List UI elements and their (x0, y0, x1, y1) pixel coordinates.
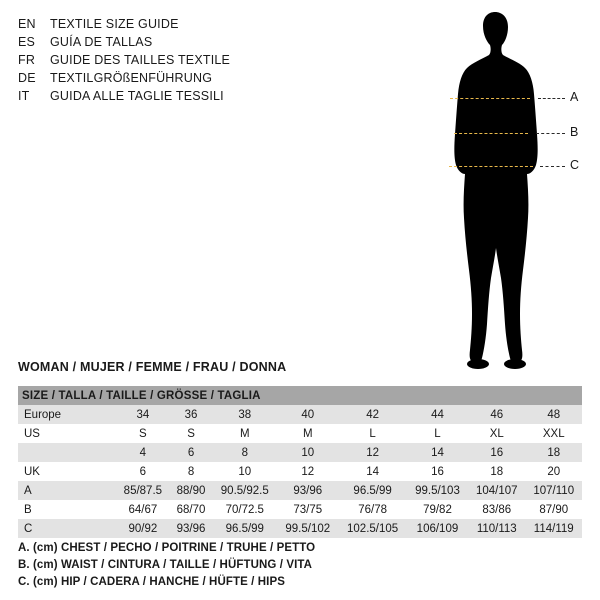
language-row-es (18, 35, 318, 53)
row-label: B (18, 500, 116, 519)
row-label: A (18, 481, 116, 500)
table-row (18, 519, 582, 538)
cell: M (277, 424, 338, 443)
cell: 10 (212, 462, 277, 481)
cell: 96.5/99 (338, 481, 407, 500)
cell: XL (468, 424, 525, 443)
cell: 73/75 (277, 500, 338, 519)
cell: 114/119 (525, 519, 582, 538)
cell: 6 (170, 443, 213, 462)
woman-silhouette-icon (420, 8, 590, 378)
cell: S (116, 424, 170, 443)
cell: 90.5/92.5 (212, 481, 277, 500)
legend-row-waist: B. (cm) WAIST / CINTURA / TAILLE / HÜFTUNG / VITA (18, 559, 313, 571)
table-row (18, 405, 582, 424)
cell: 70/72.5 (212, 500, 277, 519)
row-label: UK (18, 462, 116, 481)
table-row (18, 500, 582, 519)
cell: XXL (525, 424, 582, 443)
language-code: ES (18, 35, 36, 49)
waist-measure-label: B (570, 125, 579, 139)
hip-pointer-line (540, 166, 565, 167)
cell: 90/92 (116, 519, 170, 538)
cell: 79/82 (407, 500, 468, 519)
table-row (18, 462, 582, 481)
cell: 12 (277, 462, 338, 481)
cell: 110/113 (468, 519, 525, 538)
waist-pointer-line (536, 133, 565, 134)
cell: 34 (116, 405, 170, 424)
legend-row-hip: C. (cm) HIP / CADERA / HANCHE / HÜFTE / HIPS (18, 576, 286, 588)
chest-pointer-line (538, 98, 565, 99)
cell: 64/67 (116, 500, 170, 519)
measurement-legend (18, 542, 578, 593)
cell: 44 (407, 405, 468, 424)
language-title: TEXTILGRÖßENFÜHRUNG (50, 71, 213, 85)
language-code: IT (18, 89, 30, 103)
language-list (18, 17, 318, 107)
hip-measure-line (449, 166, 533, 167)
cell: 93/96 (277, 481, 338, 500)
row-label: US (18, 424, 116, 443)
language-code: FR (18, 53, 36, 67)
cell: 40 (277, 405, 338, 424)
cell: 12 (338, 443, 407, 462)
cell: 38 (212, 405, 277, 424)
chest-measure-line (450, 98, 530, 99)
cell: 99.5/102 (277, 519, 338, 538)
cell: 104/107 (468, 481, 525, 500)
cell: 16 (407, 462, 468, 481)
cell: 14 (407, 443, 468, 462)
cell: 85/87.5 (116, 481, 170, 500)
female-silhouette-figure (420, 8, 590, 378)
row-label: Europe (18, 405, 116, 424)
section-title: WOMAN / MUJER / FEMME / FRAU / DONNA (18, 360, 287, 374)
cell: 42 (338, 405, 407, 424)
table-row (18, 481, 582, 500)
cell: 8 (212, 443, 277, 462)
language-code: DE (18, 71, 36, 85)
cell: 46 (468, 405, 525, 424)
cell: 106/109 (407, 519, 468, 538)
cell: 76/78 (338, 500, 407, 519)
language-row-fr (18, 53, 318, 71)
cell: 20 (525, 462, 582, 481)
language-row-en (18, 17, 318, 35)
cell: 93/96 (170, 519, 213, 538)
hip-measure-label: C (570, 158, 580, 172)
language-title: GUIDE DES TAILLES TEXTILE (50, 53, 231, 67)
cell: 18 (525, 443, 582, 462)
table-header-row (18, 386, 582, 405)
cell: 88/90 (170, 481, 213, 500)
size-table (18, 386, 582, 538)
table-row (18, 443, 582, 462)
cell: 4 (116, 443, 170, 462)
cell: 96.5/99 (212, 519, 277, 538)
cell: 83/86 (468, 500, 525, 519)
cell: 16 (468, 443, 525, 462)
cell: 87/90 (525, 500, 582, 519)
cell: 107/110 (525, 481, 582, 500)
waist-measure-line (454, 133, 528, 134)
cell: S (170, 424, 213, 443)
language-row-de (18, 71, 318, 89)
cell: L (338, 424, 407, 443)
language-title: GUÍA DE TALLAS (50, 35, 153, 49)
cell: 8 (170, 462, 213, 481)
cell: 68/70 (170, 500, 213, 519)
cell: 18 (468, 462, 525, 481)
cell: 6 (116, 462, 170, 481)
legend-row-chest: A. (cm) CHEST / PECHO / POITRINE / TRUHE / PETTO (18, 542, 316, 554)
table-row (18, 424, 582, 443)
cell: 102.5/105 (338, 519, 407, 538)
cell: M (212, 424, 277, 443)
row-label: C (18, 519, 116, 538)
language-title: TEXTILE SIZE GUIDE (50, 17, 179, 31)
cell: 36 (170, 405, 213, 424)
language-row-it (18, 89, 318, 107)
cell: 10 (277, 443, 338, 462)
cell: 48 (525, 405, 582, 424)
cell: 14 (338, 462, 407, 481)
chest-measure-label: A (570, 90, 579, 104)
language-title: GUIDA ALLE TAGLIE TESSILI (50, 89, 224, 103)
language-code: EN (18, 17, 36, 31)
row-label (18, 443, 116, 462)
cell: L (407, 424, 468, 443)
table-header-label: SIZE / TALLA / TAILLE / GRÖSSE / TAGLIA (18, 386, 582, 405)
cell: 99.5/103 (407, 481, 468, 500)
